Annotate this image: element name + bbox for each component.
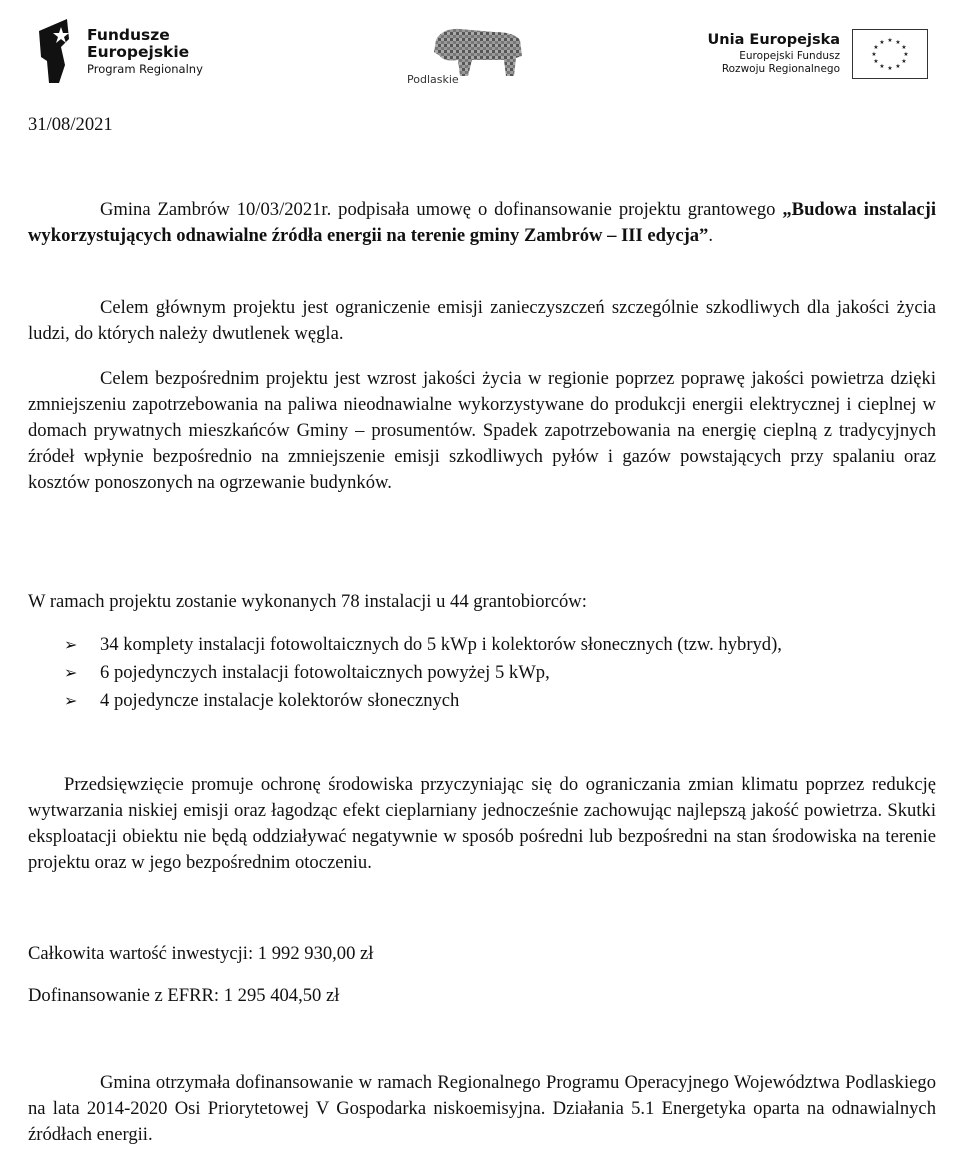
list-item xyxy=(64,659,934,687)
paragraph-direct-goal: Celem bezpośrednim projektu jest wzrost jakości życia w regionie poprzez poprawę jakości powietrza dzięki zmniejszeniu zapotrzebowania na paliwa nieodnawialne wykorzystywane do produkcji energii elektrycznej i cieplnej w domach prywatnych mieszkańców Gminy – prosumentów. Spadek zapotrzebowania na energię cieplną z tradycyjnych źródeł wpłynie bezpośrednio na zmniejszenie emisji szkodliwych pyłów i gazów powstających przy spalaniu oraz kosztów ponoszonych na ogrzewanie budynków. xyxy=(28,368,936,493)
svg-text:★: ★ xyxy=(879,39,885,46)
podlaskie-label: Podlaskie xyxy=(407,73,459,86)
list-item-text: 34 komplety instalacji fotowoltaicznych do 5 kWp i kolektorów słonecznych (tzw. hybryd), xyxy=(100,634,782,655)
paragraph-main-goal: Celem głównym projektu jest ograniczenie emisji zanieczyszczeń szczególnie szkodliwych dla jakości życia ludzi, do których należy dwutlenek węgla. xyxy=(28,297,936,344)
arrow-bullet-icon: ➢ xyxy=(64,691,78,710)
project-title: „Budowa instalacji wykorzystujących odnawialne źródła energii na terenie gminy Zambrów – III edycja” xyxy=(28,199,936,246)
list-item-text: 6 pojedynczych instalacji fotowoltaicznych powyżej 5 kWp, xyxy=(100,662,550,683)
svg-text:★: ★ xyxy=(879,63,885,70)
eu-logo-subtitle1: Europejski Fundusz xyxy=(739,50,840,62)
eu-logo-title: Unia Europejska xyxy=(707,32,840,48)
svg-text:★: ★ xyxy=(903,51,909,58)
eu-logo-text xyxy=(708,30,840,76)
list-item-text: 4 pojedyncze instalacje kolektorów słonecznych xyxy=(100,690,460,711)
installations-list xyxy=(64,631,934,715)
svg-text:★: ★ xyxy=(871,51,877,58)
svg-text:★: ★ xyxy=(901,44,907,51)
podlaskie-logo xyxy=(400,22,530,88)
svg-text:★: ★ xyxy=(873,58,879,65)
arrow-bullet-icon: ➢ xyxy=(64,635,78,654)
fundusze-europejskie-logo xyxy=(37,17,237,87)
svg-text:★: ★ xyxy=(901,58,907,65)
efrr-funding-value: Dofinansowanie z EFRR: 1 295 404,50 zł xyxy=(28,985,340,1006)
svg-text:★: ★ xyxy=(895,39,901,46)
list-item xyxy=(64,687,934,715)
fe-logo-line3: Program Regionalny xyxy=(87,62,203,76)
unia-europejska-logo xyxy=(700,28,940,88)
eu-logo-subtitle2: Rozwoju Regionalnego xyxy=(721,63,840,75)
svg-text:★: ★ xyxy=(873,44,879,51)
agreement-text: Gmina Zambrów 10/03/2021r. podpisała umowę o dofinansowanie projektu grantowego xyxy=(100,199,783,220)
fe-logo-line2: Europejskie xyxy=(87,43,190,61)
bison-icon xyxy=(432,26,526,78)
document-date: 31/08/2021 xyxy=(28,114,113,135)
paragraph-funding-program: Gmina otrzymała dofinansowanie w ramach Regionalnego Programu Operacyjnego Województwa Podlaskiego na lata 2014-2020 Osi Priorytetowej V Gospodarka niskoemisyjna. Działania 5.1 Energetyka oparta na odnawialnych źródłach energii. xyxy=(28,1072,936,1145)
agreement-end: . xyxy=(708,225,714,246)
svg-text:★: ★ xyxy=(887,65,893,72)
arrow-bullet-icon: ➢ xyxy=(64,663,78,682)
svg-text:★: ★ xyxy=(887,37,893,44)
fe-logo-text xyxy=(87,27,203,78)
svg-text:★: ★ xyxy=(895,63,901,70)
total-investment-value: Całkowita wartość inwestycji: 1 992 930,00 zł xyxy=(28,943,374,964)
paragraph-environment: Przedsięwzięcie promuje ochronę środowiska przyczyniając się do ograniczania zmian klimatu poprzez redukcję wytwarzania niskiej emisji oraz łagodząc efekt cieplarniany jednocześnie zachowując najlepszą jakość powietrza. Skutki eksploatacji obiektu nie będą oddziaływać negatywnie w sposób pośredni lub bezpośredni na stan środowiska na terenie projektu oraz w jego bezpośrednim otoczeniu. xyxy=(28,774,936,873)
fe-logo-line1: Fundusze xyxy=(87,26,170,44)
paragraph-agreement xyxy=(28,197,936,249)
paragraph-installations-intro: W ramach projektu zostanie wykonanych 78 instalacji u 44 grantobiorców: xyxy=(28,591,587,612)
fe-emblem-icon xyxy=(37,17,77,87)
list-item xyxy=(64,631,934,659)
eu-flag-icon xyxy=(852,29,928,79)
